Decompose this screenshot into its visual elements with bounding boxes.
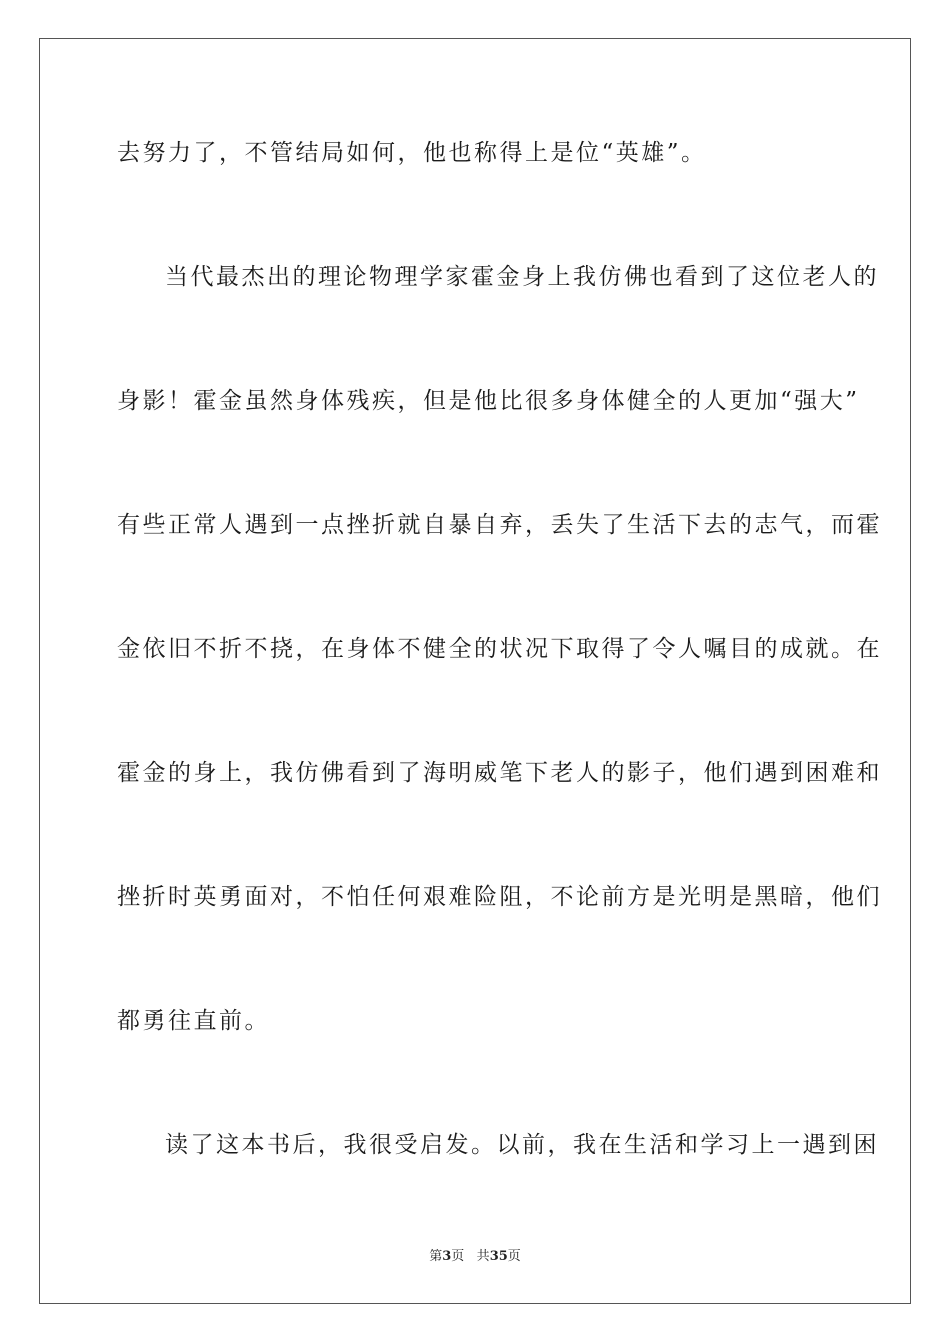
text-line-4: 有些正常人遇到一点挫折就自暴自弃，丢失了生活下去的志气，而霍 bbox=[117, 512, 882, 538]
text-line-1: 去努力了，不管结局如何，他也称得上是位“英雄”。 bbox=[117, 140, 707, 166]
page-suffix: 页 bbox=[451, 1249, 465, 1264]
text-line-5: 金依旧不折不挠，在身体不健全的状况下取得了令人嘱目的成就。在 bbox=[117, 636, 882, 662]
page-border bbox=[39, 38, 911, 1304]
paragraph-start-line-9: 读了这本书后，我很受启发。以前，我在生活和学习上一遇到困 bbox=[165, 1132, 879, 1158]
page-prefix: 第 bbox=[429, 1249, 443, 1264]
text-line-7: 挫折时英勇面对，不怕任何艰难险阻，不论前方是光明是黑暗，他们 bbox=[117, 884, 882, 910]
text-line-3: 身影！霍金虽然身体残疾，但是他比很多身体健全的人更加“强大” bbox=[117, 388, 860, 414]
page-number: 3 bbox=[442, 1249, 452, 1264]
paragraph-start-line-2: 当代最杰出的理论物理学家霍金身上我仿佛也看到了这位老人的 bbox=[165, 264, 879, 290]
page-footer bbox=[0, 1248, 950, 1266]
total-suffix: 页 bbox=[507, 1249, 521, 1264]
text-line-8: 都勇往直前。 bbox=[117, 1008, 270, 1034]
total-prefix: 共 bbox=[476, 1249, 490, 1264]
total-pages: 35 bbox=[489, 1249, 508, 1264]
text-line-6: 霍金的身上，我仿佛看到了海明威笔下老人的影子，他们遇到困难和 bbox=[117, 760, 882, 786]
